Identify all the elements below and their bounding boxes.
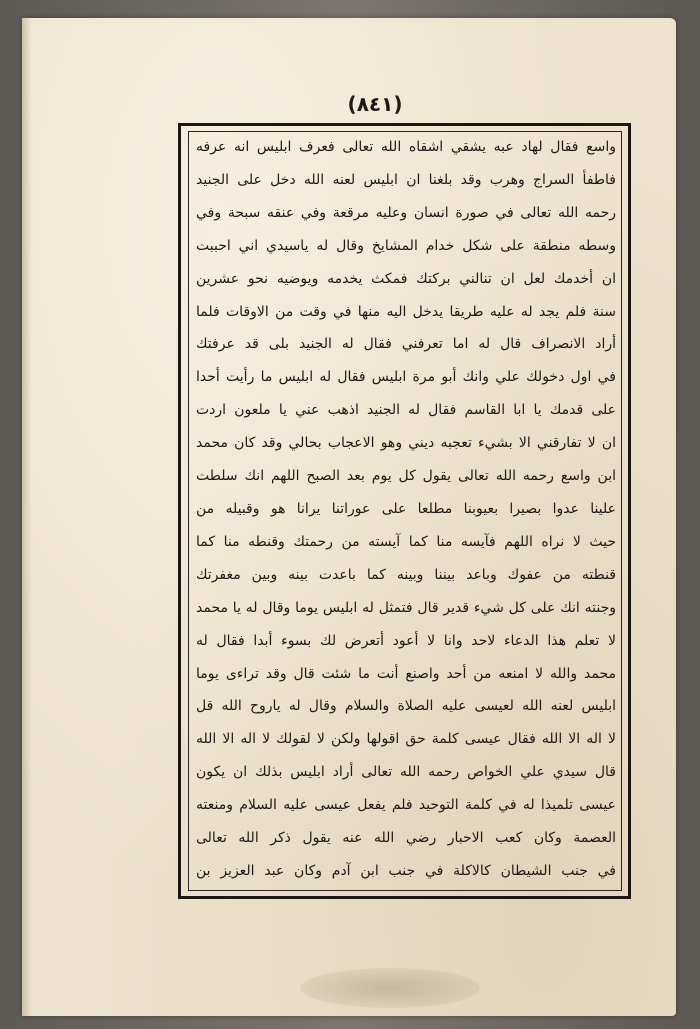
text-line: ابن واسع رحمه الله تعالى يقول كل يوم بعد الصبح اللهم انك سلطت xyxy=(196,468,616,485)
text-line: في اول دخولك علي وانك أبو مرة ابليس فقال له ابليس ما رأيت أحدا xyxy=(196,369,616,386)
text-line: ابليس لعنه الله لعيسى عليه الصلاة والسلام وقال له ياروح الله قل xyxy=(196,698,616,715)
text-line: أراد الانصراف قال له اما تعرفني فقال له الجنيد بلى قد عرفتك xyxy=(196,336,616,353)
page-stain xyxy=(300,968,480,1008)
text-line: قال سيدي علي الخواص رحمه الله تعالى أراد ابليس بذلك ان يكون xyxy=(196,764,616,781)
main-text-block xyxy=(196,134,616,886)
text-line: ان لا تفارقني الا بشيء تعجبه ديني وهو الاعجاب بحالي وقد كان محمد xyxy=(196,435,616,452)
text-line: العصمة وكان كعب الاحبار رضي الله عنه يقول ذكر الله تعالى xyxy=(196,830,616,847)
text-line: وجنته انك على كل شيء قدير قال فتمثل له ابليس يوما وقال له يا محمد xyxy=(196,599,616,616)
page-binding-edge xyxy=(22,18,32,1016)
text-line: وسطه منطقة على شكل خدام المشايخ وقال له ياسيدي اني احببت xyxy=(196,237,616,254)
text-line: لا اله الا الله فقال عيسى كلمة حق اقولها ولكن لا لقولك لا اله الا الله xyxy=(196,731,616,748)
text-line: على قدمك يا ابا القاسم فقال له الجنيد اذهب عني يا ملعون اردت xyxy=(196,402,616,419)
text-line: عيسى تلميذا له في كلمة التوحيد فلم يفعل عيسى عليه السلام ومنعته xyxy=(196,797,616,814)
text-line: فاطفأ السراج وهرب وقد بلغنا ان ابليس لعنه الله دخل على الجنيد xyxy=(196,171,616,188)
text-line: قنطته من عفوك وباعد بيننا وبينه كما باعدت بينه وبين مغفرتك xyxy=(196,566,616,583)
text-line: رحمه الله تعالى في صورة انسان وعليه مرقعة وفي عنقه سبحة وفي xyxy=(196,204,616,221)
text-line: سنة فلم يجد له عليه طريقا يدخل اليه منها في وقت من الاوقات فلما xyxy=(196,303,616,320)
text-line: علينا عدوا بصيرا بعيوبنا مطلعا على عوراتنا يرانا هو وقبيله من xyxy=(196,500,616,517)
text-line: لا تعلم هذا الدعاء لاحد وانا لا أعود أتعرض لك بسوء أبدا فقال له xyxy=(196,632,616,649)
text-line: في جنب الشيطان كالاكلة في جنب ابن آدم وكان عبد العزيز بن xyxy=(196,862,616,879)
text-line: حيث لا نراه اللهم فآيسه منا كما آيسته من رحمتك وقنطه منا كما xyxy=(196,533,616,550)
text-line: محمد والله لا امنعه من أحد واصنع أنت ما شئت قال وقد تراءى يوما xyxy=(196,665,616,682)
text-line: ان أخدمك لعل ان تنالني بركتك فمكث يخدمه ويوضيه نحو عشرين xyxy=(196,270,616,287)
page-number: (٨٤١) xyxy=(347,92,403,116)
text-line: واسع فقال لهاد عبه يشقي اشقاه الله تعالى فعرف ابليس انه عرفه xyxy=(196,139,616,155)
